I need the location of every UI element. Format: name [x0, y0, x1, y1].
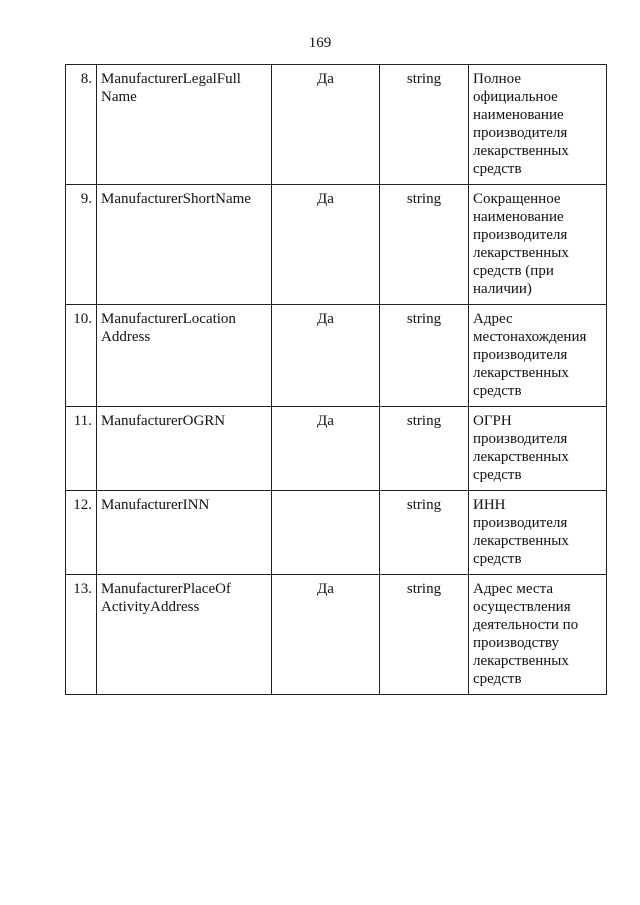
- field-type: string: [380, 185, 469, 305]
- table-row: [66, 407, 607, 491]
- field-type: string: [380, 407, 469, 491]
- field-type: string: [380, 305, 469, 407]
- field-required: Да: [272, 575, 380, 695]
- row-number: 10.: [66, 305, 97, 407]
- field-description: Сокращенное наименование производителя лекарственных средств (при наличии): [469, 185, 607, 305]
- row-number: 12.: [66, 491, 97, 575]
- row-number: 11.: [66, 407, 97, 491]
- field-description: Адрес места осуществления деятельности по производству лекарственных средств: [469, 575, 607, 695]
- row-number: 13.: [66, 575, 97, 695]
- field-type: string: [380, 65, 469, 185]
- field-type: string: [380, 575, 469, 695]
- field-description: ОГРН производителя лекарственных средств: [469, 407, 607, 491]
- table-row: [66, 491, 607, 575]
- field-name: ManufacturerShortName: [97, 185, 272, 305]
- field-name: ManufacturerINN: [97, 491, 272, 575]
- field-description: Адрес местонахождения производителя лекарственных средств: [469, 305, 607, 407]
- field-name: ManufacturerLegalFull Name: [97, 65, 272, 185]
- fields-table: [65, 64, 607, 695]
- row-number: 8.: [66, 65, 97, 185]
- field-name: ManufacturerOGRN: [97, 407, 272, 491]
- field-required: Да: [272, 407, 380, 491]
- page-number: 169: [308, 35, 332, 51]
- field-name: ManufacturerPlaceOf ActivityAddress: [97, 575, 272, 695]
- field-required: Да: [272, 185, 380, 305]
- table-row: [66, 185, 607, 305]
- table-row: [66, 575, 607, 695]
- field-type: string: [380, 491, 469, 575]
- row-number: 9.: [66, 185, 97, 305]
- field-required: [272, 491, 380, 575]
- field-description: ИНН производителя лекарственных средств: [469, 491, 607, 575]
- field-required: Да: [272, 305, 380, 407]
- table-row: [66, 65, 607, 185]
- field-name: ManufacturerLocation Address: [97, 305, 272, 407]
- field-description: Полное официальное наименование производителя лекарственных средств: [469, 65, 607, 185]
- field-required: Да: [272, 65, 380, 185]
- table-row: [66, 305, 607, 407]
